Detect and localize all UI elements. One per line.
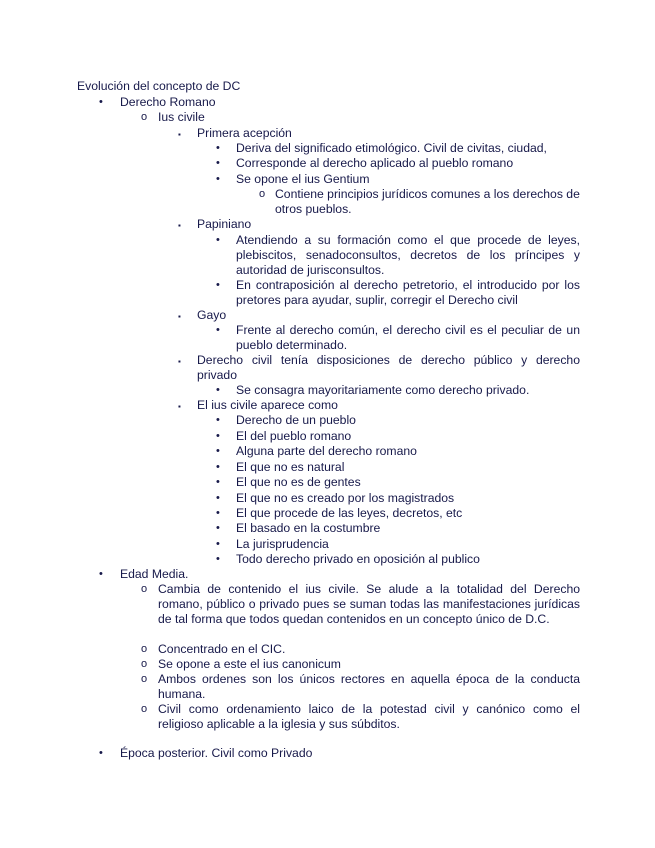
list-item — [216, 521, 580, 536]
list-item-text: Se consagra mayoritariamente como derecho privado. — [236, 383, 530, 397]
bullet-marker: • — [216, 461, 220, 473]
list-item-text: Se opone a este el ius canonicum — [158, 657, 341, 671]
list-item-papiniano — [178, 217, 580, 232]
list-item-text: Deriva del significado etimológico. Civil de civitas, ciudad, — [236, 141, 547, 155]
list-item-text: El basado en la costumbre — [236, 521, 381, 535]
list-item-label: Gayo — [197, 308, 227, 322]
bullet-marker: • — [216, 234, 220, 246]
list-item-text: Civil como ordenamiento laico de la potestad civil y canónico como el religioso aplicable a la iglesia y sus súbditos. — [158, 702, 580, 732]
circle-marker: o — [141, 703, 148, 715]
list-item-text: Cambia de contenido el ius civile. Se alude a la totalidad del Derecho romano, público o privado pues se suman todas las manifestaciones jurídicas de tal forma que todos quedan contenidos en un concepto único de D.C. — [158, 582, 580, 627]
list-item-gentium — [259, 187, 585, 217]
list-item-label: Edad Media. — [120, 567, 189, 581]
bullet-marker: • — [99, 96, 103, 108]
square-marker: ▪ — [178, 357, 181, 366]
bullet-marker: • — [216, 384, 220, 396]
bullet-marker: • — [216, 476, 220, 488]
list-item — [216, 323, 580, 353]
list-item-derecho-romano — [99, 95, 580, 110]
bullet-marker: • — [216, 279, 220, 291]
list-item-text: Se opone el ius Gentium — [236, 172, 370, 186]
list-item-label: El ius civile aparece como — [197, 398, 338, 412]
list-item-text: Contiene principios jurídicos comunes a los derechos de otros pueblos. — [275, 187, 580, 217]
square-marker: ▪ — [178, 312, 181, 321]
list-item — [216, 413, 580, 428]
list-item-text: El que procede de las leyes, decretos, etc — [236, 506, 463, 520]
list-item — [216, 552, 580, 567]
list-item-primera-acepcion — [178, 126, 580, 141]
bullet-marker: • — [216, 414, 220, 426]
bullet-marker: • — [216, 157, 220, 169]
bullet-marker: • — [216, 553, 220, 565]
list-item-label: Derecho Romano — [120, 95, 216, 109]
list-item-label: Derecho civil tenía disposiciones de derecho público y derecho privado — [197, 353, 580, 383]
list-item-text: Alguna parte del derecho romano — [236, 444, 417, 458]
list-item-text: Todo derecho privado en oposición al publico — [236, 552, 480, 566]
bullet-marker: • — [216, 173, 220, 185]
list-item-gayo — [178, 308, 580, 323]
bullet-marker: • — [216, 324, 220, 336]
square-marker: ▪ — [178, 221, 181, 230]
list-item-text: La jurisprudencia — [236, 537, 329, 551]
circle-marker: o — [141, 643, 148, 655]
bullet-marker: • — [216, 538, 220, 550]
square-marker: ▪ — [178, 402, 181, 411]
list-item — [216, 278, 580, 308]
bullet-marker: • — [99, 747, 103, 759]
list-item — [216, 429, 580, 444]
list-item — [216, 537, 580, 552]
bullet-marker: • — [216, 507, 220, 519]
document-title: Evolución del concepto de DC — [77, 79, 241, 93]
list-item-text: Frente al derecho común, el derecho civil es el peculiar de un pueblo determinado. — [236, 323, 580, 353]
list-item — [216, 141, 580, 156]
list-item-text: Concentrado en el CIC. — [158, 642, 286, 656]
bullet-marker: • — [216, 142, 220, 154]
list-item — [141, 582, 580, 628]
bullet-marker: • — [216, 445, 220, 457]
list-item-text: Ambos ordenes son los únicos rectores en aquella época de la conducta humana. — [158, 672, 580, 702]
list-item — [141, 642, 580, 657]
list-item — [216, 233, 580, 279]
circle-marker: o — [259, 188, 266, 200]
list-item-text: Atendiendo a su formación como el que procede de leyes, plebiscitos, senadoconsultos, decretos de los príncipes y autoridad de jurisconsultos. — [236, 233, 580, 278]
list-item-text: En contraposición al derecho petretorio, el introducido por los pretores para ayudar, suplir, corregir el Derecho civil — [236, 278, 580, 308]
square-marker: ▪ — [178, 130, 181, 139]
list-item — [141, 672, 580, 702]
list-item — [216, 475, 580, 490]
list-item — [216, 444, 580, 459]
list-item-text: El del pueblo romano — [236, 429, 352, 443]
list-item-disposiciones — [178, 353, 580, 383]
list-item-text: Derecho de un pueblo — [236, 413, 356, 427]
list-item-epoca-posterior — [99, 746, 580, 761]
bullet-marker: • — [99, 568, 103, 580]
circle-marker: o — [141, 673, 148, 685]
circle-marker: o — [141, 583, 148, 595]
list-item-ius-civile — [141, 110, 580, 125]
circle-marker: o — [141, 658, 148, 670]
bullet-marker: • — [216, 492, 220, 504]
list-item — [216, 460, 580, 475]
list-item — [216, 156, 580, 171]
list-item — [141, 702, 580, 732]
list-item — [216, 172, 580, 187]
circle-marker: o — [141, 111, 148, 123]
list-item-label: Época posterior. Civil como Privado — [120, 746, 313, 760]
list-item-label: Papiniano — [197, 217, 252, 231]
list-item-label: Ius civile — [158, 110, 205, 124]
list-item-text: Corresponde al derecho aplicado al pueblo romano — [236, 156, 514, 170]
list-item — [216, 491, 580, 506]
list-item — [216, 506, 580, 521]
list-item-label: Primera acepción — [197, 126, 292, 140]
bullet-marker: • — [216, 430, 220, 442]
list-item — [141, 657, 580, 672]
list-item — [216, 383, 580, 398]
list-item-text: El que no es natural — [236, 460, 345, 474]
list-item-text: El que no es creado por los magistrados — [236, 491, 455, 505]
list-item-edad-media — [99, 567, 580, 582]
list-item-text: El que no es de gentes — [236, 475, 361, 489]
bullet-marker: • — [216, 522, 220, 534]
list-item-aparece-como — [178, 398, 580, 413]
